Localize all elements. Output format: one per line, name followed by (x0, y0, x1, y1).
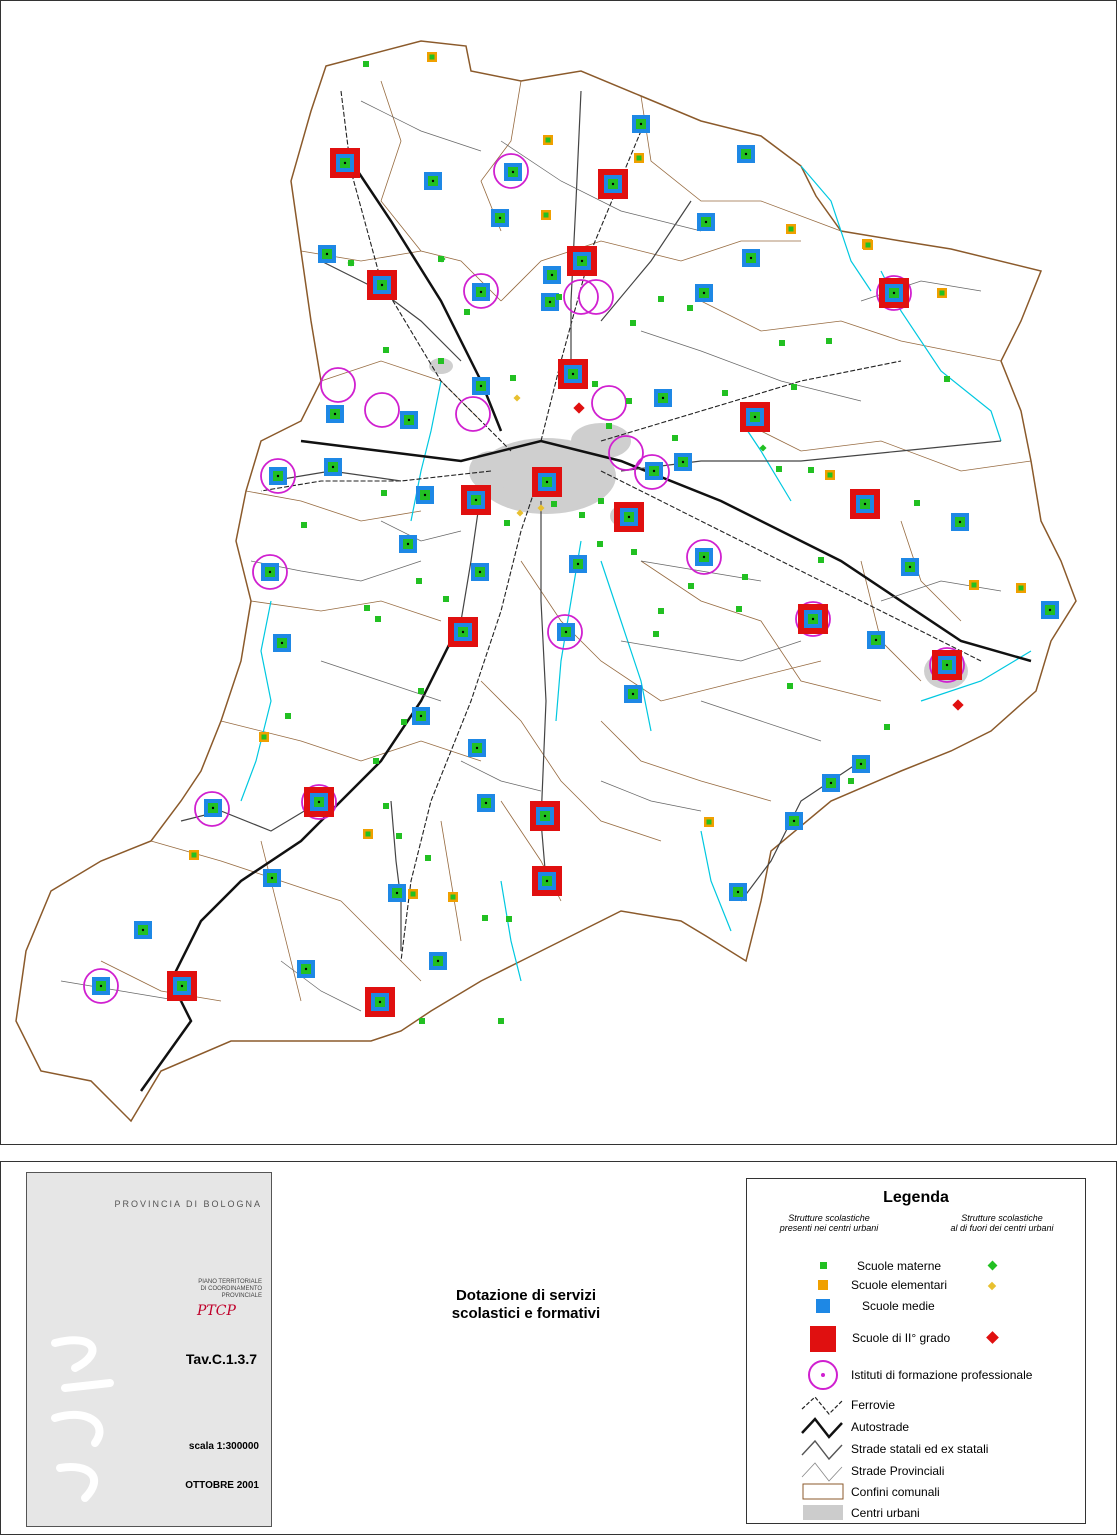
materne-small-site-28 (301, 522, 307, 528)
materne-small-site-2 (438, 358, 444, 364)
materne-small-site-27 (551, 501, 557, 507)
materne-small-site-14 (672, 435, 678, 441)
materne-small-site-13 (722, 390, 728, 396)
materne-small-site-11 (791, 384, 797, 390)
autostrade-icon (802, 1419, 842, 1437)
materne-small-site-38 (396, 833, 402, 839)
materne-small-site-3 (464, 309, 470, 315)
materne-small-site-32 (416, 578, 422, 584)
legend-col-urban-line2: presenti nei centri urbani (779, 1223, 879, 1233)
materne-small-site-37 (383, 803, 389, 809)
province-map[interactable] (1, 1, 1117, 1146)
outside-site-6 (513, 394, 520, 401)
elementari-icon (818, 1280, 828, 1290)
footer-panel (0, 1161, 1117, 1535)
materne-small-site-45 (884, 724, 890, 730)
table-number: Tav.C.1.3.7 (185, 1351, 257, 1367)
materne-small-site-30 (364, 605, 370, 611)
materne-small-site-9 (779, 340, 785, 346)
legend-strade-statali: Strade statali ed ex statali (851, 1442, 989, 1456)
centri-urbani-icon (803, 1505, 843, 1520)
materne-small-site-44 (787, 683, 793, 689)
legend-secondo-grado: Scuole di II° grado (852, 1331, 951, 1345)
legend-title: Legenda (883, 1189, 949, 1206)
materne-small-site-53 (592, 381, 598, 387)
municipal-boundaries (101, 81, 1031, 1001)
materne-small-site-22 (597, 541, 603, 547)
materne-small-site-4 (510, 375, 516, 381)
map-scale: scala 1:300000 (188, 1441, 259, 1452)
materne-small-site-24 (579, 512, 585, 518)
medie-icon (816, 1299, 830, 1313)
ptcp-watermark-logo (35, 1323, 135, 1513)
strade-provinciali-icon (802, 1463, 842, 1481)
formazione-site-2 (321, 368, 355, 402)
materne-small-site-29 (381, 490, 387, 496)
materne-small-site-31 (375, 616, 381, 622)
materne-icon (820, 1262, 827, 1269)
materne-small-site-26 (504, 520, 510, 526)
state-roads (181, 91, 1001, 951)
confini-icon (803, 1484, 843, 1499)
materne-small-site-15 (776, 466, 782, 472)
materne-small-site-8 (658, 296, 664, 302)
materne-small-site-5 (556, 294, 562, 300)
legend-ferrovie: Ferrovie (851, 1398, 896, 1412)
materne-small-site-48 (658, 608, 664, 614)
materne-small-site-23 (653, 631, 659, 637)
materne-small-site-21 (631, 549, 637, 555)
legend-col-outside-line2: al di fuori dei centri urbani (950, 1223, 1054, 1233)
ferrovie-icon (802, 1397, 842, 1414)
legend-confini: Confini comunali (851, 1485, 940, 1499)
province-name: PROVINCIA DI BOLOGNA (114, 1199, 262, 1209)
materne-small-site-40 (482, 915, 488, 921)
formazione-site-3 (365, 393, 399, 427)
scuole-secondo-grado-layer (167, 148, 962, 1017)
materne-small-site-52 (626, 398, 632, 404)
outside-site-3 (952, 699, 963, 710)
map-title-line2: scolastici e formativi (451, 1305, 601, 1322)
materne-small-site-12 (944, 376, 950, 382)
materne-small-site-41 (506, 916, 512, 922)
legend-strade-provinciali: Strade Provinciali (851, 1464, 945, 1478)
map-title-line1: Dotazione di servizi (455, 1287, 597, 1304)
materne-outside-icon (988, 1261, 998, 1271)
materne-small-site-47 (736, 606, 742, 612)
legend-medie: Scuole medie (862, 1299, 935, 1313)
secondo-grado-icon (810, 1326, 836, 1352)
materne-small-site-0 (363, 61, 369, 67)
map-title (381, 1287, 671, 1323)
legend-box (746, 1178, 1086, 1524)
formazione-site-4 (592, 386, 626, 420)
outside-site-2 (573, 402, 584, 413)
formazione-site-6 (579, 280, 613, 314)
materne-small-site-16 (808, 467, 814, 473)
materne-small-site-19 (742, 574, 748, 580)
materne-small-site-39 (425, 855, 431, 861)
plan-name-line3: PROVINCIALE (221, 1293, 262, 1299)
materne-small-site-33 (443, 596, 449, 602)
legend-centri-urbani: Centri urbani (851, 1506, 920, 1520)
provincial-roads (61, 101, 1001, 1011)
materne-small-site-34 (418, 688, 424, 694)
materne-small-site-20 (688, 583, 694, 589)
legend-formazione: Istituti di formazione professionale (851, 1368, 1033, 1382)
province-boundary (16, 41, 1076, 1121)
legend-col-outside-line1: Strutture scolastiche (961, 1213, 1043, 1223)
plan-name-line1: PIANO TERRITORIALE (198, 1279, 262, 1285)
materne-small-site-49 (285, 713, 291, 719)
legend-autostrade: Autostrade (851, 1420, 910, 1434)
legend-materne: Scuole materne (857, 1259, 942, 1273)
formazione-site-19 (456, 397, 490, 431)
materne-small-site-17 (914, 500, 920, 506)
ptcp-logo-small: PTCP (197, 1303, 236, 1319)
materne-small-site-6 (630, 320, 636, 326)
materne-small-site-54 (606, 423, 612, 429)
edition-date: OTTOBRE 2001 (185, 1480, 259, 1491)
materne-small-site-36 (373, 758, 379, 764)
plan-name-line2: DI COORDINAMENTO (200, 1286, 262, 1292)
legend-elementari: Scuole elementari (851, 1278, 948, 1292)
strade-statali-icon (802, 1441, 842, 1459)
plan-cover (26, 1172, 272, 1527)
materne-small-site-18 (818, 557, 824, 563)
materne-small-site-46 (848, 778, 854, 784)
materne-small-site-7 (687, 305, 693, 311)
secondo-grado-outside-icon (986, 1331, 999, 1344)
materne-small-site-42 (419, 1018, 425, 1024)
materne-small-site-43 (498, 1018, 504, 1024)
materne-small-site-35 (401, 719, 407, 725)
legend-col-urban-line1: Strutture scolastiche (788, 1213, 870, 1223)
materne-small-site-1 (383, 347, 389, 353)
formazione-site-5 (564, 280, 598, 314)
elementari-outside-icon (988, 1282, 996, 1290)
plan-name (157, 1279, 262, 1300)
materne-small-site-25 (598, 498, 604, 504)
formazione-professionale-layer (84, 154, 964, 1003)
materne-small-site-10 (826, 338, 832, 344)
